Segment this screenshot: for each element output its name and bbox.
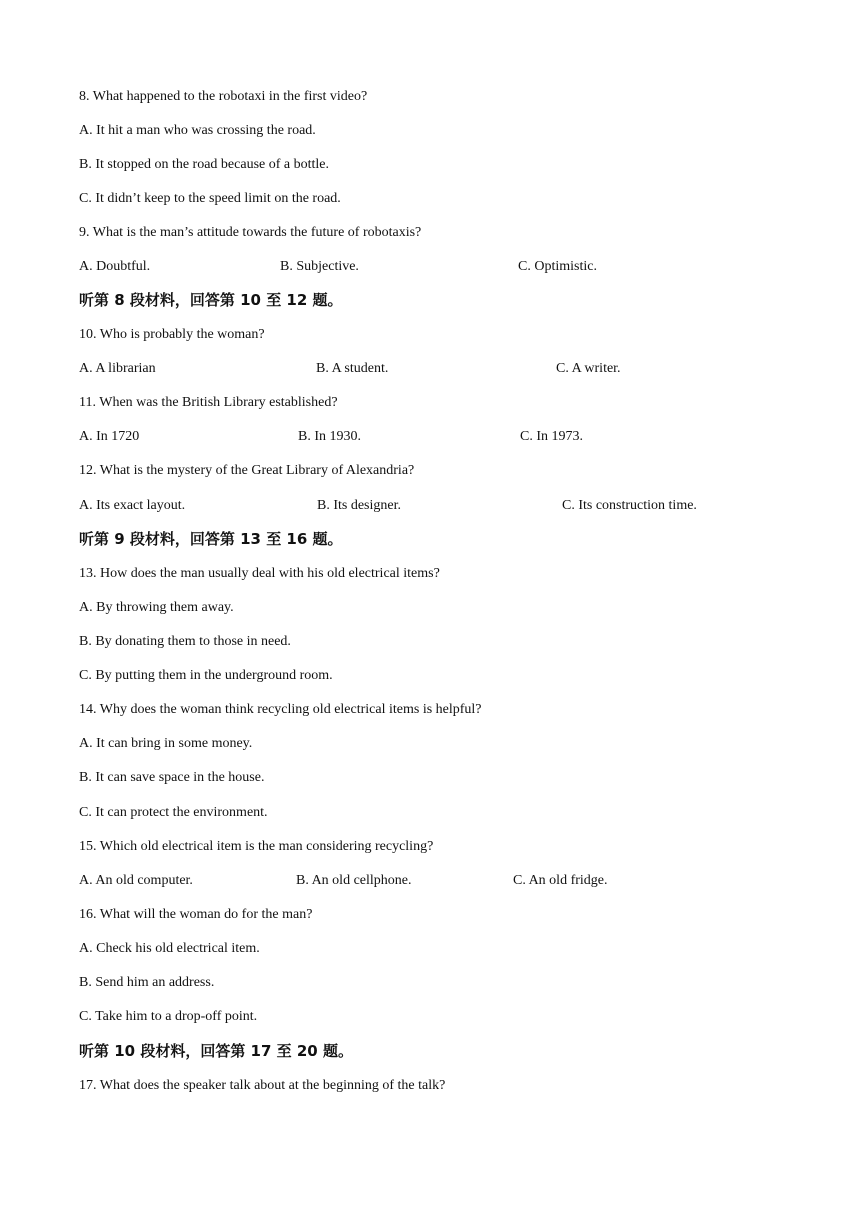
section-heading-10: 听第 10 段材料，回答第 17 至 20 题。 (79, 1042, 353, 1060)
q13-option-a: A. By throwing them away. (79, 600, 234, 615)
q9-option-c: C. Optimistic. (518, 259, 597, 274)
q8-option-c: C. It didn’t keep to the speed limit on the road. (79, 191, 341, 206)
q10-option-c: C. A writer. (556, 361, 621, 376)
q14-option-c: C. It can protect the environment. (79, 805, 268, 820)
question-17: 17. What does the speaker talk about at the beginning of the talk? (79, 1078, 446, 1093)
question-11: 11. When was the British Library established? (79, 395, 338, 410)
q16-option-a: A. Check his old electrical item. (79, 941, 260, 956)
q9-option-a: A. Doubtful. (79, 259, 151, 274)
question-14: 14. Why does the woman think recycling old electrical items is helpful? (79, 702, 482, 717)
q15-option-b: B. An old cellphone. (296, 873, 412, 888)
question-10: 10. Who is probably the woman? (79, 327, 265, 342)
q16-option-b: B. Send him an address. (79, 975, 215, 990)
q15-option-c: C. An old fridge. (513, 873, 608, 888)
q13-option-c: C. By putting them in the underground room. (79, 668, 333, 683)
section-heading-9: 听第 9 段材料，回答第 13 至 16 题。 (79, 530, 343, 548)
question-12: 12. What is the mystery of the Great Library of Alexandria? (79, 463, 415, 478)
q12-option-c: C. Its construction time. (562, 498, 697, 513)
q11-option-a: A. In 1720 (79, 429, 140, 444)
q12-option-b: B. Its designer. (317, 498, 401, 513)
q13-option-b: B. By donating them to those in need. (79, 634, 291, 649)
q14-option-a: A. It can bring in some money. (79, 736, 253, 751)
q15-option-a: A. An old computer. (79, 873, 193, 888)
q11-option-b: B. In 1930. (298, 429, 361, 444)
q10-option-b: B. A student. (316, 361, 389, 376)
question-15: 15. Which old electrical item is the man considering recycling? (79, 839, 434, 854)
q10-option-a: A. A librarian (79, 361, 156, 376)
question-9: 9. What is the man’s attitude towards the future of robotaxis? (79, 225, 422, 240)
q8-option-b: B. It stopped on the road because of a bottle. (79, 157, 329, 172)
q16-option-c: C. Take him to a drop-off point. (79, 1009, 258, 1024)
section-heading-8: 听第 8 段材料，回答第 10 至 12 题。 (79, 291, 343, 309)
q8-option-a: A. It hit a man who was crossing the road. (79, 123, 316, 138)
question-13: 13. How does the man usually deal with his old electrical items? (79, 566, 440, 581)
q14-option-b: B. It can save space in the house. (79, 770, 265, 785)
question-16: 16. What will the woman do for the man? (79, 907, 313, 922)
q12-option-a: A. Its exact layout. (79, 498, 186, 513)
q11-option-c: C. In 1973. (520, 429, 583, 444)
question-8: 8. What happened to the robotaxi in the first video? (79, 89, 368, 104)
q9-option-b: B. Subjective. (280, 259, 359, 274)
